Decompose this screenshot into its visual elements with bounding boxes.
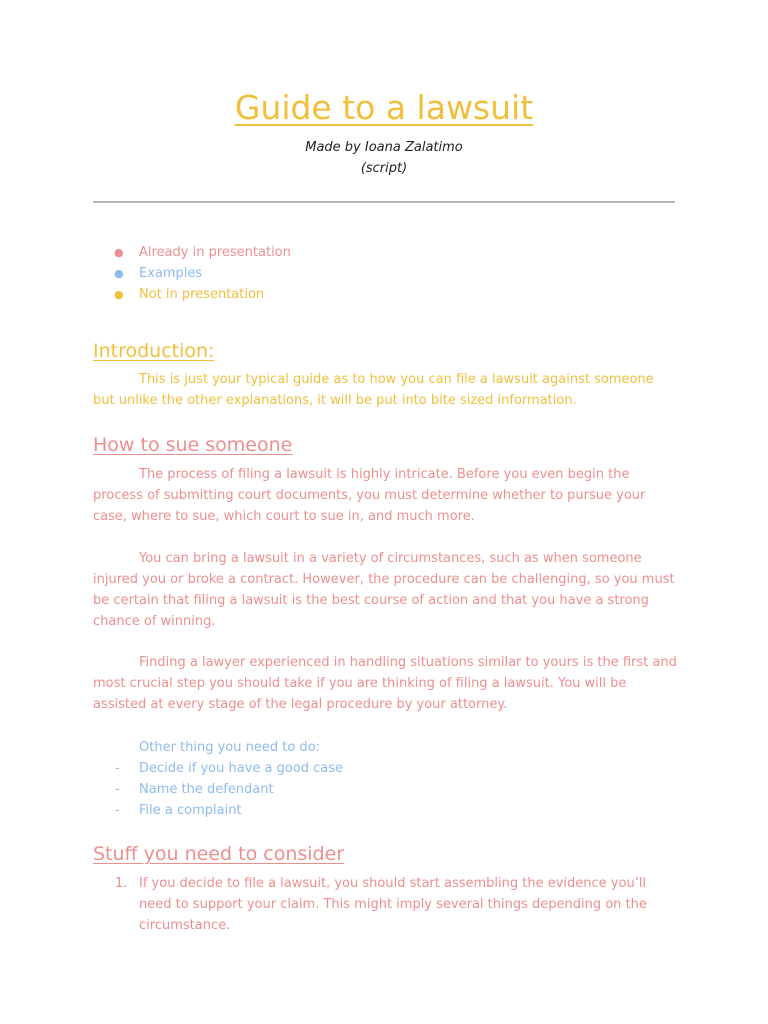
how-to-sue-paragraph-1: The process of filing a lawsuit is highly intricate. Before you even begin the process of submitting court documents, you must determine whether to pursue your case, where to sue, which court to sue in, and much more. xyxy=(93,467,646,524)
how-to-sue-paragraph-3: Finding a lawyer experienced in handling situations similar to yours is the first and most crucial step you should take if you are thinking of filing a lawsuit. You will be assisted at every stage of the legal procedure by your attorney. xyxy=(93,655,677,712)
list-item-text: Decide if you have a good case xyxy=(139,761,344,776)
introduction-paragraph: This is just your typical guide as to how you can file a lawsuit against someone but unlike the other explanations, it will be put into bite sized information. xyxy=(93,372,654,408)
legend-item-presented xyxy=(93,243,291,264)
legend-item-not-presented xyxy=(93,285,291,306)
legend-item-examples xyxy=(93,264,291,285)
script-note: (script) xyxy=(360,161,408,176)
consider-heading: Stuff you need to consider xyxy=(93,843,345,865)
author-line: Made by Ioana Zalatimo xyxy=(305,140,463,155)
list-item xyxy=(93,779,343,800)
color-legend xyxy=(93,243,291,306)
dash-marker: - xyxy=(115,761,120,776)
how-to-sue-heading: How to sue someone xyxy=(93,434,293,456)
how-to-sue-paragraph-2: You can bring a lawsuit in a variety of circumstances, such as when someone injured you or broke a contract. However, the procedure can be challenging, so you must be certain that filing a lawsuit is the best course of action and that you have a strong chance of winning. xyxy=(93,551,675,629)
other-things-intro: Other thing you need to do: xyxy=(139,740,321,755)
list-item xyxy=(93,800,343,821)
consider-list xyxy=(93,873,678,936)
horizontal-divider xyxy=(93,201,675,203)
legend-label: Already in presentation xyxy=(139,245,291,260)
list-item-text: File a complaint xyxy=(139,803,242,818)
list-item-text: If you decide to file a lawsuit, you should start assembling the evidence you’ll need to support your claim. This might imply several things depending on the circumstance. xyxy=(139,876,647,933)
list-item-text: Name the defendant xyxy=(139,782,274,797)
bullet-icon: ● xyxy=(114,246,124,259)
other-things-list xyxy=(93,758,343,821)
introduction-heading: Introduction: xyxy=(93,340,215,362)
list-number: 1. xyxy=(115,876,128,891)
list-item xyxy=(93,873,678,936)
legend-label: Examples xyxy=(139,266,203,281)
list-item xyxy=(93,758,343,779)
legend-label: Not in presentation xyxy=(139,287,265,302)
bullet-icon: ● xyxy=(114,288,124,301)
dash-marker: - xyxy=(115,803,120,818)
document-title: Guide to a lawsuit xyxy=(234,88,534,127)
bullet-icon: ● xyxy=(114,267,124,280)
dash-marker: - xyxy=(115,782,120,797)
